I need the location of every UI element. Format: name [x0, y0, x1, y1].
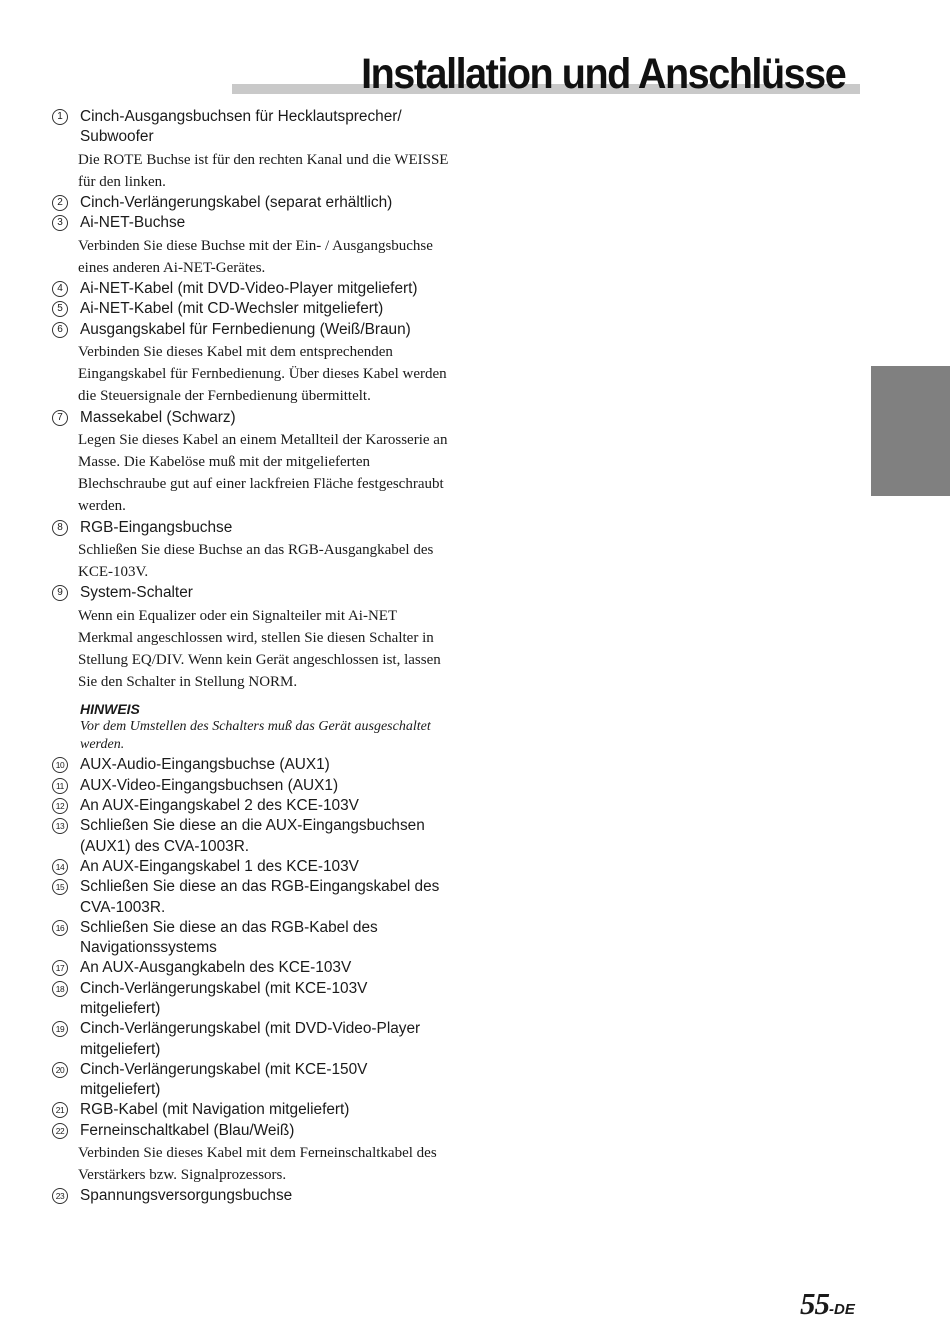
list-item [52, 107, 452, 193]
item-number-badge: 22 [52, 1123, 68, 1139]
item-label: RGB-Eingangsbuchse [80, 518, 233, 536]
item-number-badge: 7 [52, 410, 68, 426]
item-description: Verbinden Sie dieses Kabel mit dem entsprechenden Eingangskabel für Fernbedienung. Über dieses Kabel werden die Steuersignale der Fernbedienung übermittelt. [78, 343, 447, 405]
item-number-badge: 5 [52, 301, 68, 317]
item-label: Schließen Sie diese an die AUX-Eingangsbuchsen (AUX1) des CVA-1003R. [80, 817, 425, 855]
list-item [52, 1060, 452, 1101]
item-label: Ausgangskabel für Fernbedienung (Weiß/Braun) [80, 320, 411, 338]
item-number-badge: 16 [52, 920, 68, 936]
item-label: Ai-NET-Buchse [80, 214, 186, 232]
item-label: AUX-Video-Eingangsbuchsen (AUX1) [80, 776, 339, 794]
list-item [52, 193, 452, 213]
list-item [52, 213, 452, 279]
item-label: Ai-NET-Kabel (mit CD-Wechsler mitgeliefert) [80, 300, 384, 318]
item-number-badge: 19 [52, 1021, 68, 1037]
list-item [52, 877, 452, 918]
page-title: Installation und Anschlüsse [360, 50, 845, 98]
list-item [52, 1100, 452, 1120]
item-label: Massekabel (Schwarz) [80, 408, 236, 426]
item-label: Ai-NET-Kabel (mit DVD-Video-Player mitgeliefert) [80, 280, 418, 297]
item-label: An AUX-Ausgangkabeln des KCE-103V [80, 959, 352, 977]
list-item [52, 816, 452, 857]
item-description: Verbinden Sie diese Buchse mit der Ein- / Ausgangsbuchse eines anderen Ai-NET-Gerätes. [78, 237, 433, 276]
item-number-badge: 18 [52, 981, 68, 997]
list-item [52, 518, 452, 584]
item-label: Cinch-Verlängerungskabel (mit KCE-150V mitgeliefert) [80, 1060, 368, 1099]
list-item [52, 408, 452, 518]
item-label: Cinch-Verlängerungskabel (mit KCE-103V mitgeliefert) [80, 979, 368, 1017]
item-number-badge: 10 [52, 757, 68, 773]
list-item [52, 979, 452, 1020]
item-label: AUX-Audio-Eingangsbuchse (AUX1) [80, 756, 330, 774]
page-number [800, 1286, 855, 1322]
list-item [52, 857, 452, 877]
item-label: Spannungsversorgungsbuchse [80, 1187, 293, 1205]
item-label: Schließen Sie diese an das RGB-Eingangskabel des CVA-1003R. [80, 878, 440, 916]
list-item [52, 958, 452, 978]
item-number-badge: 12 [52, 798, 68, 814]
list-item [52, 279, 452, 299]
list-item [52, 1186, 452, 1206]
item-number-badge: 1 [52, 109, 68, 125]
item-number-badge: 2 [52, 195, 68, 211]
list-item [52, 1121, 452, 1187]
item-number-badge: 20 [52, 1062, 68, 1078]
item-label: An AUX-Eingangskabel 1 des KCE-103V [80, 857, 359, 875]
item-label: RGB-Kabel (mit Navigation mitgeliefert) [80, 1101, 350, 1119]
item-description: Legen Sie dieses Kabel an einem Metallteil der Karosserie an Masse. Die Kabelöse muß mit der mitgelieferten Blechschraube gut auf einer lackfreien Fläche festgeschraubt werden. [78, 431, 448, 515]
note-box [52, 700, 452, 754]
item-number-badge: 15 [52, 879, 68, 895]
item-number-badge: 9 [52, 585, 68, 601]
list-item [52, 755, 452, 775]
item-label: Cinch-Verlängerungskabel (separat erhältlich) [80, 194, 393, 211]
section-tab [871, 366, 950, 496]
item-description: Wenn ein Equalizer oder ein Signalteiler mit Ai-NET Merkmal angeschlossen wird, stellen Sie diesen Schalter in Stellung EQ/DIV. Wenn kein Gerät angeschlossen ist, lassen Sie den Schalter in Stellung NORM. [78, 607, 441, 691]
item-description: Verbinden Sie dieses Kabel mit dem Ferneinschaltkabel des Verstärkers bzw. Signalprozessors. [78, 1145, 437, 1184]
item-number-badge: 6 [52, 322, 68, 338]
list-item [52, 918, 452, 959]
item-number-badge: 4 [52, 281, 68, 297]
item-number-badge: 13 [52, 818, 68, 834]
item-label: Schließen Sie diese an das RGB-Kabel des Navigationssystems [80, 918, 378, 957]
item-label: Cinch-Ausgangsbuchsen für Hecklautsprecher/ Subwoofer [80, 108, 402, 146]
item-label: Cinch-Verlängerungskabel (mit DVD-Video-Player mitgeliefert) [80, 1020, 421, 1058]
note-text: Vor dem Umstellen des Schalters muß das Gerät ausgeschaltet werden. [80, 719, 431, 753]
note-title: HINWEIS [80, 701, 140, 718]
item-number-badge: 8 [52, 520, 68, 536]
list-item [52, 776, 452, 796]
page-number-suffix: -DE [829, 1301, 855, 1318]
item-label: An AUX-Eingangskabel 2 des KCE-103V [80, 797, 359, 815]
item-description: Die ROTE Buchse ist für den rechten Kanal und die WEISSE für den linken. [78, 151, 449, 190]
item-number-badge: 14 [52, 859, 68, 875]
list-item [52, 796, 452, 816]
item-number-badge: 23 [52, 1188, 68, 1204]
item-number-badge: 17 [52, 960, 68, 976]
list-item [52, 1019, 452, 1060]
item-label: Ferneinschaltkabel (Blau/Weiß) [80, 1121, 295, 1139]
item-label: System-Schalter [80, 584, 193, 602]
page-number-value: 55 [800, 1286, 829, 1321]
item-description: Schließen Sie diese Buchse an das RGB-Ausgangkabel des KCE-103V. [78, 541, 434, 581]
list-item [52, 299, 452, 319]
item-number-badge: 11 [52, 778, 68, 794]
list-item [52, 320, 452, 408]
numbered-item-list [52, 107, 452, 1207]
list-item [52, 583, 452, 693]
item-number-badge: 21 [52, 1102, 68, 1118]
item-number-badge: 3 [52, 215, 68, 231]
